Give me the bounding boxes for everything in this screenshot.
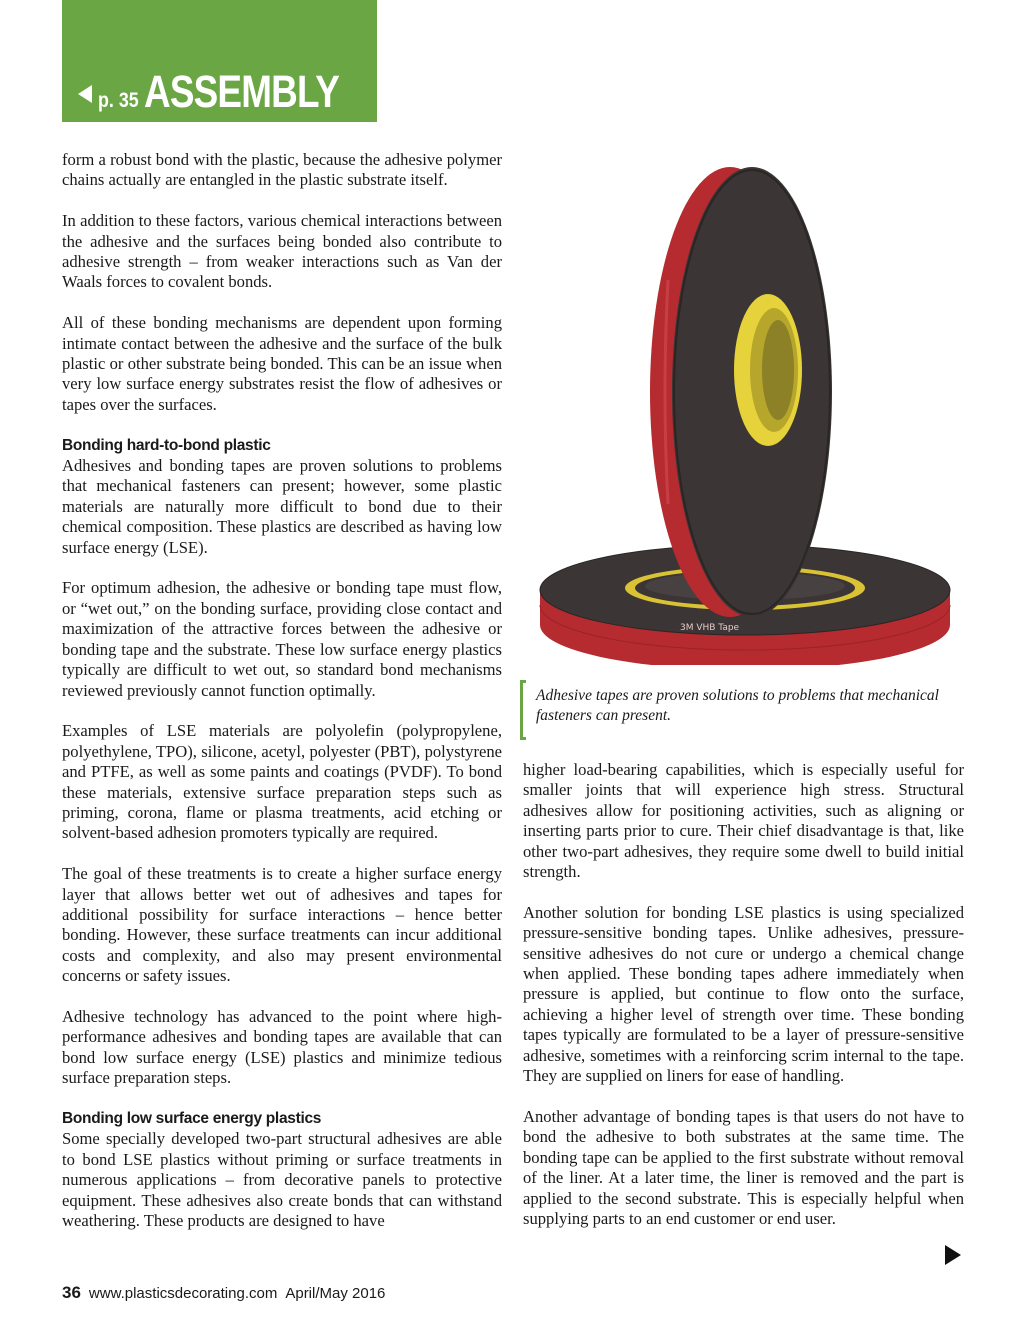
previous-page-arrow-icon[interactable] <box>78 85 92 103</box>
tape-rolls-photo <box>530 160 960 665</box>
paragraph: All of these bonding mechanisms are dependent upon forming intimate contact between the adhesive and the surface of the bulk plastic or other substrate being bonded. This can be an issue when very low surface energy substrates resist the flow of adhesives or tapes over the surfaces. <box>62 313 502 414</box>
subheading: Bonding low surface energy plastics <box>62 1109 322 1127</box>
page-footer <box>62 1283 385 1303</box>
caption-text: Adhesive tapes are proven solutions to problems that mechanical fasteners can present. <box>536 687 939 724</box>
page-reference-link[interactable]: p. 35 <box>98 89 139 112</box>
website-link[interactable]: www.plasticsdecorating.com <box>88 1285 278 1302</box>
paragraph: Another solution for bonding LSE plastics is using specialized pressure-sensitive bonding tapes. Unlike adhesives, pressure-sensitive adhesives do not cure or undergo a chemical change when applied. These bonding tapes adhere immediately when pressure is applied, but continue to flow onto the surface, achieving a higher level of strength over time. These bonding tapes typically are formulated to be a layer of pressure-sensitive adhesive, sometimes with a reinforcing scrim internal to the tape. They are supplied on liners for ease of handling. <box>523 902 964 1086</box>
left-column <box>62 150 502 1252</box>
page-number: 36 <box>62 1283 81 1302</box>
section-title: ASSEMBLY <box>143 66 339 117</box>
subheading: Bonding hard-to-bond plastic <box>62 436 271 454</box>
paragraph: Adhesives and bonding tapes are proven solutions to problems that mechanical fasteners can present; however, some plastic materials are naturally more difficult to bond due to their chemical composition. These plastics are described as having low surface energy (LSE). <box>62 456 502 557</box>
photo-caption <box>520 680 970 740</box>
next-page-arrow-icon[interactable] <box>945 1245 961 1265</box>
right-column <box>523 760 964 1250</box>
tape-label-print: 3M VHB Tape <box>680 623 740 633</box>
paragraph: form a robust bond with the plastic, because the adhesive polymer chains actually are entangled in the plastic substrate itself. <box>62 150 502 190</box>
paragraph: Some specially developed two-part structural adhesives are able to bond LSE plastics without priming or surface treatments in numerous applications – from decorative panels to protective equipment. These adhesives also create bonds that can withstand weathering. These products are designed to have <box>62 1129 502 1230</box>
paragraph: higher load-bearing capabilities, which is especially useful for smaller joints that will experience high stress. Structural adhesives allow for positioning activities, such as aligning or inserting parts prior to cure. Their chief disadvantage is that, like other two-part adhesives, they require some dwell to build initial strength. <box>523 760 964 882</box>
paragraph: For optimum adhesion, the adhesive or bonding tape must flow, or “wet out,” on the bonding surface, providing close contact and maximization of the attractive forces between the adhesive or bonding tape and the substrate. These low surface energy plastics typically are difficult to wet out, so standard bond mechanisms reviewed previously cannot function optimally. <box>62 578 502 700</box>
section-header <box>78 66 382 118</box>
caption-bracket <box>520 680 526 740</box>
paragraph: The goal of these treatments is to create a higher surface energy layer that allows better wet out of adhesives and tapes for additional possibility for surface interactions – hence better bonding. However, these surface treatments can incur additional costs and complexity, and also may present environmental concerns or safety issues. <box>62 864 502 986</box>
upright-tape-roll <box>650 167 832 617</box>
paragraph: Examples of LSE materials are polyolefin (polypropylene, polyethylene, TPO), silicone, acetyl, polyester (PBT), polystyrene and PTFE, as well as some paints and coatings (PVDF). To bond these materials, extensive surface preparation steps such as priming, corona, flame or plasma treatments, acid etching or solvent-based adhesion promoters typically are required. <box>62 721 502 843</box>
paragraph: Another advantage of bonding tapes is that users do not have to bond the adhesive to both substrates at the same time. The bonding tape can be applied to the first substrate without removal of the liner. At a later time, the liner is removed and the part is applied to the second substrate. This is especially helpful when supplying parts to an end customer or end user. <box>523 1106 964 1228</box>
paragraph: In addition to these factors, various chemical interactions between the adhesive and the surfaces being bonded also contribute to adhesive strength – from weaker interactions such as Van der Waals forces to covalent bonds. <box>62 211 502 292</box>
paragraph: Adhesive technology has advanced to the point where high-performance adhesives and bonding tapes are available that can bond low surface energy (LSE) plastics and minimize tedious surface preparation steps. <box>62 1006 502 1088</box>
issue-date: April/May 2016 <box>285 1285 386 1302</box>
